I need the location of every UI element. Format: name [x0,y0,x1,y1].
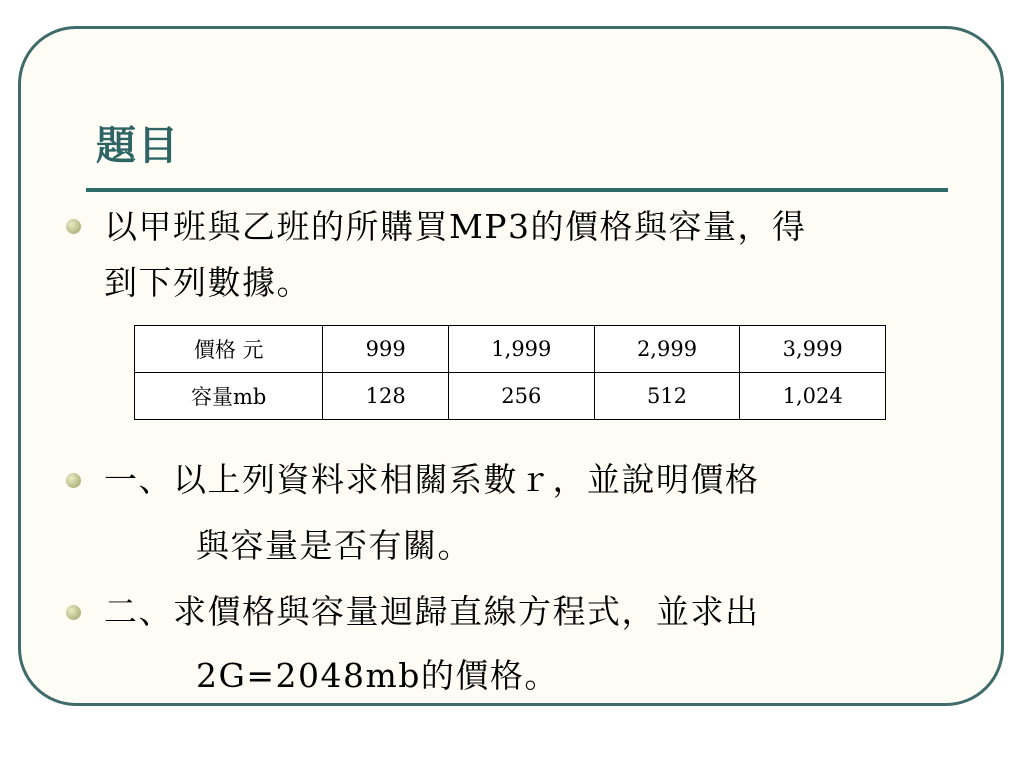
bullet-1-line-1: 以甲班與乙班的所購買MP3的價格與容量，得 [104,207,807,246]
table-cell: 1,024 [740,373,886,420]
bullet-2-line-1: 一、以上列資料求相關系數ｒ，並說明價格 [104,460,760,499]
table-row-capacity [135,373,886,420]
table-cell: 999 [323,326,449,373]
table-row-label: 價格 元 [135,326,323,373]
bullet-icon [66,605,81,620]
table-cell: 256 [449,373,595,420]
data-table [134,325,886,420]
table-cell: 512 [594,373,740,420]
title-divider [86,188,948,192]
table-cell: 2,999 [594,326,740,373]
table-cell: 3,999 [740,326,886,373]
table-row-label: 容量mb [135,373,323,420]
bullet-1-line-2: 到下列數據。 [104,263,311,302]
table-cell: 1,999 [449,326,595,373]
bullet-3-line-2: 2G=2048mb的價格。 [196,656,559,695]
table-cell: 128 [323,373,449,420]
bullet-icon [66,473,81,488]
bullet-icon [66,219,81,234]
bullet-2-line-2: 與容量是否有關。 [196,526,472,565]
table-row-price [135,326,886,373]
bullet-3-line-1: 二、求價格與容量迴歸直線方程式，並求出 [104,592,760,631]
slide-title: 題目 [96,122,180,169]
